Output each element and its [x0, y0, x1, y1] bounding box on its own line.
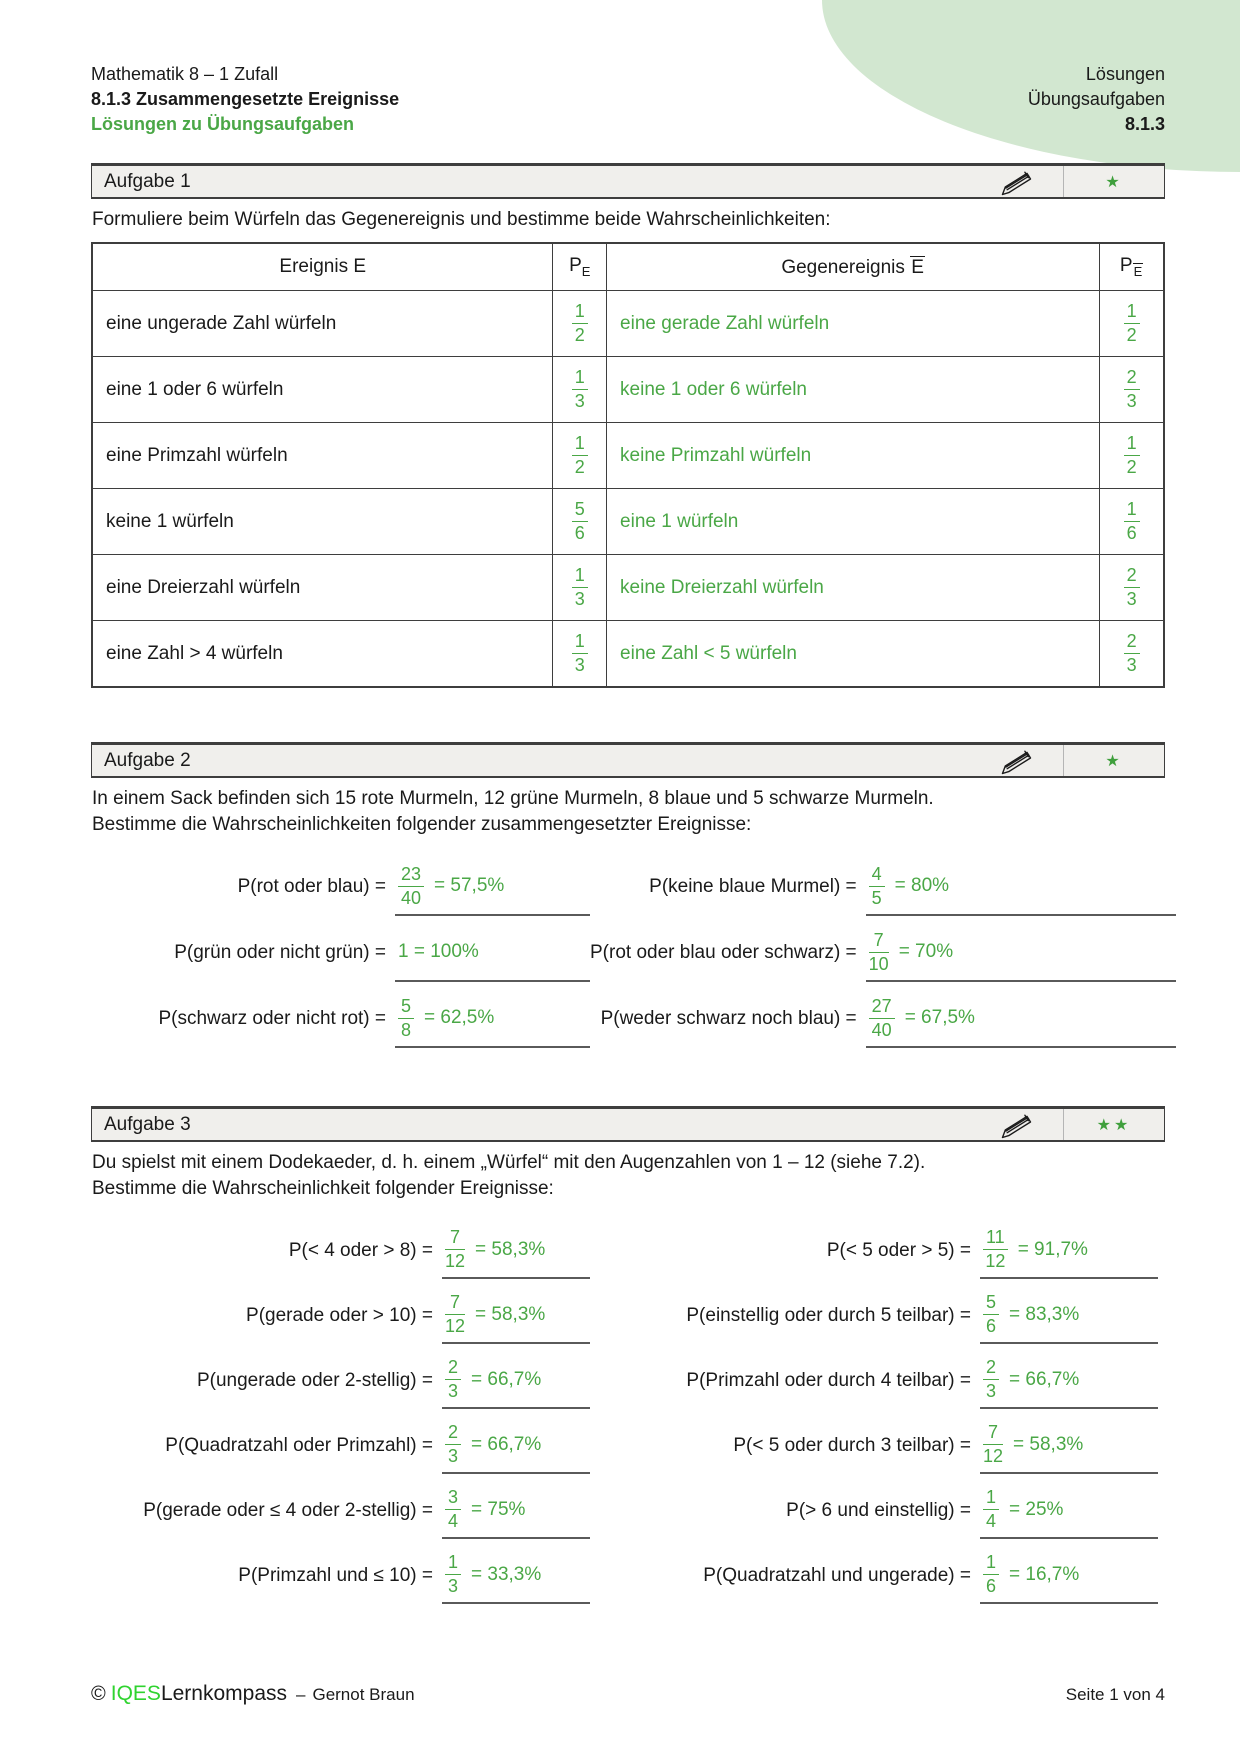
probability-equation [590, 924, 1176, 982]
equation-label: P(< 5 oder > 5) = [826, 1239, 971, 1261]
equation-answer [980, 1222, 1158, 1279]
table-row [92, 489, 1164, 555]
equation-result: = 67,5% [904, 1007, 975, 1028]
table-header-row [92, 243, 1164, 291]
equation-label: P(Primzahl oder durch 4 teilbar) = [686, 1369, 971, 1391]
event-cell: keine 1 würfeln [92, 489, 553, 555]
fraction: $\frac{2}{3}$ [1124, 631, 1140, 676]
task1-bar-right [971, 166, 1164, 197]
equation-label: P(grün oder nicht grün) = [174, 942, 386, 963]
equation-result: = 62,5% [424, 1007, 495, 1028]
event-cell: eine Zahl > 4 würfeln [92, 621, 553, 688]
equation-answer [442, 1482, 590, 1539]
page-number: Seite 1 von 4 [1065, 1685, 1165, 1704]
brand-logo-iqes: IQES [110, 1682, 161, 1705]
event-cell: eine 1 oder 6 würfeln [92, 357, 553, 423]
fraction: $\frac{1}{3}$ [572, 565, 588, 610]
task3-equations [91, 1222, 1165, 1612]
task3-title: Aufgabe 3 [104, 1113, 191, 1135]
fraction: $\frac{7}{12}$ [445, 1292, 466, 1336]
probability-equation [590, 1417, 1158, 1474]
probability-equation [590, 1222, 1158, 1279]
probability-cell [553, 423, 607, 489]
equation-label: P(keine blaue Murmel) = [649, 876, 857, 897]
task2-header-bar [91, 742, 1165, 778]
equation-result: = 58,3% [1013, 1433, 1084, 1455]
task2-title: Aufgabe 2 [104, 749, 191, 771]
task2-instruction-line2: Bestimme die Wahrscheinlichkeiten folgender zusammengesetzter Ereignisse: [92, 814, 752, 835]
equation-answer [980, 1482, 1158, 1539]
counter-event-cell: keine Dreierzahl würfeln [607, 555, 1100, 621]
event-cell: eine ungerade Zahl würfeln [92, 291, 553, 357]
equation-label: P(gerade oder > 10) = [246, 1304, 433, 1326]
fraction: $\frac{4}{5}$ [869, 864, 885, 909]
fraction: $\frac{3}{4}$ [445, 1487, 461, 1532]
probability-equation [590, 1482, 1158, 1539]
equation-answer [395, 858, 590, 916]
counter-probability-cell [1100, 291, 1164, 357]
task1-title: Aufgabe 1 [104, 170, 191, 192]
equation-label: P(Primzahl und ≤ 10) = [238, 1564, 433, 1586]
course-title: Mathematik 8 – 1 Zufall [91, 64, 279, 84]
task3-instruction-line2: Bestimme die Wahrscheinlichkeit folgender Ereignisse: [92, 1178, 554, 1199]
task1-table [91, 242, 1165, 688]
equation-result: = 58,3% [475, 1238, 546, 1260]
equation-answer [866, 990, 1176, 1048]
corner-label-category: Übungsaufgaben [1027, 89, 1165, 109]
equation-label: P(< 4 oder > 8) = [288, 1239, 433, 1261]
equation-result: = 58,3% [475, 1303, 546, 1325]
equation-answer [980, 1287, 1158, 1344]
probability-cell [553, 489, 607, 555]
equation-answer [866, 924, 1176, 982]
table-row [92, 291, 1164, 357]
column-header-counter-probability: $P_E$ [1100, 243, 1164, 291]
task1-instruction: Formuliere beim Würfeln das Gegenereignis und bestimme beide Wahrscheinlichkeiten: [92, 209, 831, 230]
table-row [92, 555, 1164, 621]
equation-answer [395, 990, 590, 1048]
fraction: $\frac{1}{2}$ [1124, 433, 1140, 478]
equation-label: P(schwarz oder nicht rot) = [158, 1008, 386, 1029]
probability-cell [553, 357, 607, 423]
counter-event-cell: eine Zahl < 5 würfeln [607, 621, 1100, 688]
event-cell: eine Dreierzahl würfeln [92, 555, 553, 621]
page-content [91, 163, 1165, 1612]
probability-equation [590, 1287, 1158, 1344]
fraction: $\frac{1}{3}$ [572, 367, 588, 412]
fraction: $\frac{1}{6}$ [983, 1552, 999, 1597]
counter-probability-cell [1100, 357, 1164, 423]
counter-event-cell: keine Primzahl würfeln [607, 423, 1100, 489]
equation-label: P(rot oder blau) = [237, 876, 386, 897]
equation-label: P(einstellig oder durch 5 teilbar) = [686, 1304, 971, 1326]
header-corner-labels [1028, 62, 1165, 137]
star-icon: ★★ [1096, 1116, 1132, 1134]
column-header-counter-event: Gegenereignis E [607, 243, 1100, 291]
probability-cell [553, 291, 607, 357]
equation-result: 1 = 100% [398, 941, 479, 962]
equation-answer [395, 924, 590, 982]
fraction: $\frac{1}{2}$ [572, 301, 588, 346]
fraction: $\frac{2}{3}$ [445, 1357, 461, 1402]
equation-label: P(Quadratzahl und ungerade) = [703, 1564, 971, 1586]
fraction: $\frac{1}{3}$ [445, 1552, 461, 1597]
footer-dash: – [296, 1685, 306, 1704]
fraction: $\frac{5}{6}$ [572, 499, 588, 544]
probability-cell [553, 555, 607, 621]
equation-result: = 33,3% [471, 1563, 542, 1585]
probability-equation [91, 1417, 590, 1474]
fraction: $\frac{23}{40}$ [398, 864, 424, 909]
brand-logo-lernkompass: Lernkompass [160, 1682, 287, 1705]
fraction: $\frac{1}{6}$ [1124, 499, 1140, 544]
probability-equation [91, 1547, 590, 1604]
document-subtitle: Lösungen zu Übungsaufgaben [91, 114, 354, 134]
probability-equation [91, 1222, 590, 1279]
fraction: $\frac{7}{12}$ [445, 1227, 466, 1271]
pencil-icon [971, 747, 1063, 775]
equation-result: = 66,7% [471, 1368, 542, 1390]
equation-label: P(weder schwarz noch blau) = [600, 1008, 857, 1029]
star-icon: ★ [1105, 173, 1123, 191]
probability-equation [590, 1352, 1158, 1409]
fraction: $\frac{2}{3}$ [1124, 565, 1140, 610]
equation-label: P(< 5 oder durch 3 teilbar) = [733, 1434, 971, 1456]
task2-bar-right [971, 745, 1164, 776]
equation-answer [980, 1547, 1158, 1604]
equation-result: = 66,7% [1009, 1368, 1080, 1390]
counter-probability-cell [1100, 621, 1164, 688]
table-row [92, 357, 1164, 423]
pencil-icon [971, 168, 1063, 196]
equation-label: P(> 6 und einstellig) = [786, 1499, 971, 1521]
equation-result: = 91,7% [1017, 1238, 1088, 1260]
copyright-icon: © [91, 1683, 106, 1705]
counter-event-cell: eine 1 würfeln [607, 489, 1100, 555]
table-row [92, 423, 1164, 489]
event-cell: eine Primzahl würfeln [92, 423, 553, 489]
star-icon: ★ [1105, 752, 1123, 770]
probability-cell [553, 621, 607, 688]
counter-event-cell: eine gerade Zahl würfeln [607, 291, 1100, 357]
page-footer [91, 1682, 1165, 1706]
counter-event-cell: keine 1 oder 6 würfeln [607, 357, 1100, 423]
fraction: $\frac{5}{8}$ [398, 996, 414, 1041]
pencil-icon [971, 1111, 1063, 1139]
fraction: $\frac{1}{2}$ [572, 433, 588, 478]
fraction: $\frac{1}{4}$ [983, 1487, 999, 1532]
probability-equation [590, 1547, 1158, 1604]
table-row [92, 621, 1164, 688]
equation-answer [442, 1222, 590, 1279]
fraction: $\frac{2}{3}$ [445, 1422, 461, 1467]
equation-label: P(ungerade oder 2-stellig) = [196, 1369, 433, 1391]
equation-result: = 75% [471, 1498, 526, 1520]
equation-result: = 57,5% [434, 875, 505, 896]
probability-equation [91, 858, 590, 916]
equation-result: = 83,3% [1009, 1303, 1080, 1325]
equation-result: = 66,7% [471, 1433, 542, 1455]
equation-answer [866, 858, 1176, 916]
counter-probability-cell [1100, 555, 1164, 621]
fraction: $\frac{7}{12}$ [983, 1422, 1004, 1466]
fraction: $\frac{2}{3}$ [1124, 367, 1140, 412]
equation-result: = 70% [898, 941, 954, 962]
column-header-event: Ereignis E [92, 243, 553, 291]
equation-answer [442, 1352, 590, 1409]
fraction: $\frac{1}{2}$ [1124, 301, 1140, 346]
equation-label: P(gerade oder ≤ 4 oder 2-stellig) = [143, 1499, 433, 1521]
probability-equation [91, 1482, 590, 1539]
task3-bar-right [971, 1109, 1164, 1140]
task3-header-bar [91, 1106, 1165, 1142]
fraction: $\frac{5}{6}$ [983, 1292, 999, 1337]
counter-probability-cell [1100, 423, 1164, 489]
probability-equation [91, 1287, 590, 1344]
probability-equation [91, 1352, 590, 1409]
document-header [91, 62, 399, 137]
equation-result: = 80% [894, 875, 950, 896]
fraction: $\frac{11}{12}$ [983, 1227, 1008, 1272]
task3-instruction-line1: Du spielst mit einem Dodekaeder, d. h. einem „Würfel“ mit den Augenzahlen von 1 – 12 (siehe 7.2). [92, 1152, 926, 1173]
fraction: $\frac{1}{3}$ [572, 631, 588, 676]
corner-label-section: 8.1.3 [1124, 114, 1165, 134]
chapter-title: 8.1.3 Zusammengesetzte Ereignisse [91, 89, 400, 109]
task2-equations [91, 858, 1165, 1056]
corner-label-type: Lösungen [1085, 64, 1165, 84]
equation-result: = 16,7% [1009, 1563, 1080, 1585]
counter-probability-cell [1100, 489, 1164, 555]
fraction: $\frac{7}{10}$ [868, 929, 889, 974]
probability-equation [91, 924, 590, 982]
task2-instruction [92, 786, 1165, 838]
footer-author: Gernot Braun [312, 1685, 415, 1704]
equation-answer [442, 1287, 590, 1344]
equation-answer [442, 1547, 590, 1604]
equation-label: P(rot oder blau oder schwarz) = [590, 942, 857, 963]
equation-answer [442, 1417, 590, 1474]
equation-answer [980, 1417, 1158, 1474]
task2-instruction-line1: In einem Sack befinden sich 15 rote Murmeln, 12 grüne Murmeln, 8 blaue und 5 schwarze Murmeln. [92, 788, 934, 809]
equation-result: = 25% [1009, 1498, 1064, 1520]
probability-equation [590, 858, 1176, 916]
fraction: $\frac{27}{40}$ [869, 996, 895, 1041]
equation-label: P(Quadratzahl oder Primzahl) = [165, 1434, 433, 1456]
equation-answer [980, 1352, 1158, 1409]
fraction: $\frac{2}{3}$ [983, 1357, 999, 1402]
column-header-probability: $P_E$ [553, 243, 607, 291]
probability-equation [590, 990, 1176, 1048]
probability-equation [91, 990, 590, 1048]
task1-header-bar [91, 163, 1165, 199]
task3-instruction [92, 1150, 1165, 1202]
